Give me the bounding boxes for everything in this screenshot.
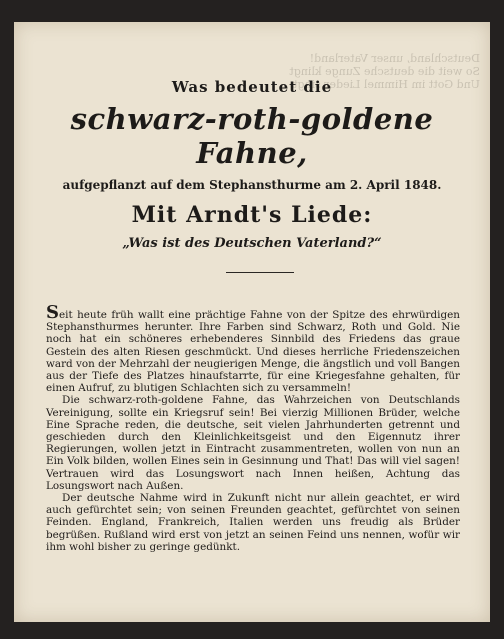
document-body xyxy=(46,302,460,553)
title-line-3: aufgepflanzt auf dem Stephansthurme am 2. April 1848. xyxy=(62,178,442,192)
paragraph-1 xyxy=(46,302,460,395)
drop-cap-letter: S xyxy=(46,302,59,323)
document-header xyxy=(14,78,490,251)
broadside-sheet xyxy=(14,22,490,622)
title-line-5: „Was ist des Deutschen Vaterland?“ xyxy=(122,236,382,251)
title-line-1: Was bedeutet die xyxy=(171,78,333,96)
paragraph-2: Die schwarz-roth-goldene Fahne, das Wahrzeichen von Deutschlands Vereinigung, sollte ein Kriegsruf sein! Bei vierzig Millionen Brüder, welche Eine Sprache reden, die deutsche, seit vielen Jahrhunderten getrennt und geschieden durch den Kleinlichkeitsgeist und den Eigennutz ihrer Regierungen, wollen jetzt in Eintracht zusammentreten, wollen von nun an Ein Volk bilden, wollen Eines sein in Gesinnung und That! Das will viel sagen! Vertrauen wird das Losungswort nach Innen heißen, Achtung das Losungswort nach Außen. xyxy=(46,394,460,492)
title-line-4: Mit Arndt's Liede: xyxy=(131,202,373,228)
show-through-text: Deutschland, unser Vaterland! So weit die deutsche Zunge klingt Und Gott im Himmel Lieder singt xyxy=(289,52,480,91)
title-line-2: schwarz-roth-goldene Fahne, xyxy=(70,102,434,170)
header-divider xyxy=(226,272,294,273)
paragraph-3: Der deutsche Nahme wird in Zukunft nicht nur allein geachtet, er wird auch gefürchtet sein; von seinen Freunden geachtet, gefürchtet von seinen Feinden. England, Frankreich, Italien werden uns freudig als Brüder begrüßen. Rußland wird erst von jetzt an seinen Feind uns nennen, wofür wir ihm wohl bisher zu geringe gedünkt. xyxy=(46,492,460,553)
paragraph-1-text: eit heute früh wallt eine prächtige Fahne von der Spitze des ehrwürdigen Stephansthurmes herunter. Ihre Farben sind Schwarz, Roth und Gold. Nie noch hat ein schöneres erhebenderes Sinnbild des Friedens das graue Gestein des alten Riesen geschmückt. Und dieses herrliche Friedenszeichen ward von der Mehrzahl der neugierigen Menge, die ängstlich und voll Bangen aus der Tiefe des Platzes hinaufstarrte, für eine Kriegesfahne gehalten, für einen Aufruf, zu blutigen Schlachten sich zu versammeln! xyxy=(46,309,460,395)
